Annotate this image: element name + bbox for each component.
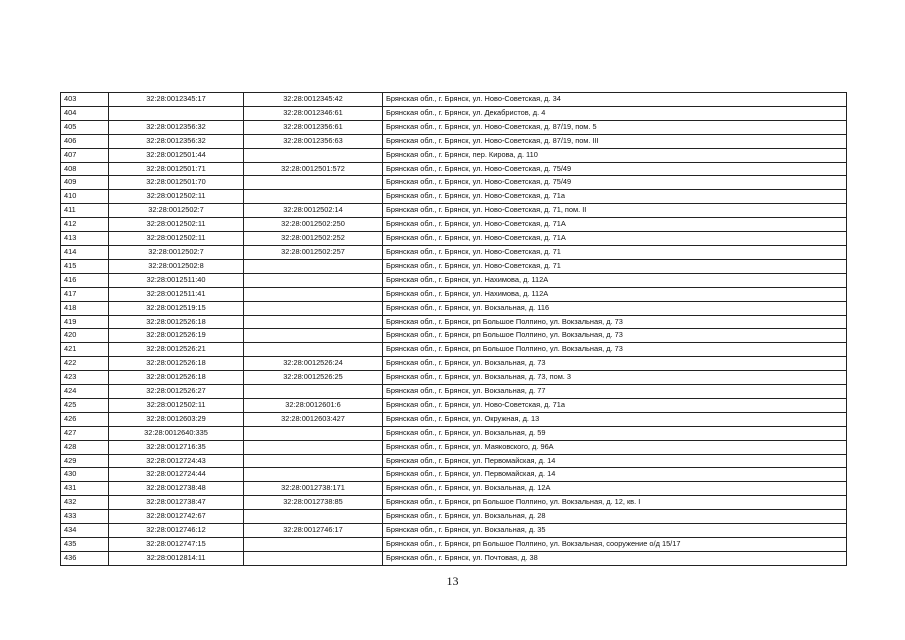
cadastral-number-cell: 32:28:0012502:7 <box>109 245 244 259</box>
table-row <box>61 426 847 440</box>
address-cell: Брянская обл., г. Брянск, ул. Вокзальная, д. 12А <box>383 482 847 496</box>
address-cell: Брянская обл., г. Брянск, ул. Первомайская, д. 14 <box>383 468 847 482</box>
table-row <box>61 162 847 176</box>
row-number-cell: 408 <box>61 162 109 176</box>
cadastral-number-cell: 32:28:0012502:7 <box>109 204 244 218</box>
table-row <box>61 134 847 148</box>
row-number-cell: 425 <box>61 398 109 412</box>
address-cell: Брянская обл., г. Брянск, ул. Вокзальная, д. 35 <box>383 524 847 538</box>
row-number-cell: 432 <box>61 496 109 510</box>
address-cell: Брянская обл., г. Брянск, ул. Ново-Советская, д. 71А <box>383 232 847 246</box>
cadastral-number-cell: 32:28:0012603:29 <box>109 412 244 426</box>
object-cadastral-number-cell <box>244 301 383 315</box>
table-row <box>61 148 847 162</box>
address-cell: Брянская обл., г. Брянск, рп Большое Полпино, ул. Вокзальная, д. 73 <box>383 343 847 357</box>
table-row <box>61 259 847 273</box>
object-cadastral-number-cell: 32:28:0012603:427 <box>244 412 383 426</box>
property-register-table <box>60 92 847 566</box>
table-row <box>61 232 847 246</box>
row-number-cell: 407 <box>61 148 109 162</box>
cadastral-number-cell: 32:28:0012519:15 <box>109 301 244 315</box>
row-number-cell: 430 <box>61 468 109 482</box>
cadastral-number-cell <box>109 106 244 120</box>
table-row <box>61 301 847 315</box>
cadastral-number-cell: 32:28:0012502:11 <box>109 218 244 232</box>
address-cell: Брянская обл., г. Брянск, ул. Ново-Советская, д. 75/49 <box>383 162 847 176</box>
row-number-cell: 435 <box>61 538 109 552</box>
table-row <box>61 245 847 259</box>
table-row <box>61 412 847 426</box>
cadastral-number-cell: 32:28:0012526:18 <box>109 371 244 385</box>
cadastral-number-cell: 32:28:0012640:335 <box>109 426 244 440</box>
cadastral-number-cell: 32:28:0012356:32 <box>109 134 244 148</box>
object-cadastral-number-cell: 32:28:0012502:252 <box>244 232 383 246</box>
cadastral-number-cell: 32:28:0012356:32 <box>109 120 244 134</box>
address-cell: Брянская обл., г. Брянск, пер. Кирова, д. 110 <box>383 148 847 162</box>
cadastral-number-cell: 32:28:0012526:19 <box>109 329 244 343</box>
table-row <box>61 468 847 482</box>
row-number-cell: 427 <box>61 426 109 440</box>
row-number-cell: 410 <box>61 190 109 204</box>
address-cell: Брянская обл., г. Брянск, ул. Вокзальная, д. 28 <box>383 510 847 524</box>
address-cell: Брянская обл., г. Брянск, рп Большое Полпино, ул. Вокзальная, сооружение о/д 15/17 <box>383 538 847 552</box>
address-cell: Брянская обл., г. Брянск, ул. Ново-Советская, д. 71 <box>383 245 847 259</box>
object-cadastral-number-cell: 32:28:0012502:250 <box>244 218 383 232</box>
cadastral-number-cell: 32:28:0012502:11 <box>109 398 244 412</box>
row-number-cell: 428 <box>61 440 109 454</box>
row-number-cell: 420 <box>61 329 109 343</box>
cadastral-number-cell: 32:28:0012526:27 <box>109 385 244 399</box>
cadastral-number-cell: 32:28:0012501:71 <box>109 162 244 176</box>
cadastral-number-cell: 32:28:0012502:11 <box>109 190 244 204</box>
object-cadastral-number-cell: 32:28:0012346:61 <box>244 106 383 120</box>
row-number-cell: 426 <box>61 412 109 426</box>
object-cadastral-number-cell: 32:28:0012526:24 <box>244 357 383 371</box>
table-row <box>61 190 847 204</box>
row-number-cell: 409 <box>61 176 109 190</box>
table-row <box>61 357 847 371</box>
address-cell: Брянская обл., г. Брянск, ул. Вокзальная, д. 77 <box>383 385 847 399</box>
address-cell: Брянская обл., г. Брянск, рп Большое Полпино, ул. Вокзальная, д. 73 <box>383 315 847 329</box>
row-number-cell: 403 <box>61 93 109 107</box>
object-cadastral-number-cell: 32:28:0012356:61 <box>244 120 383 134</box>
cadastral-number-cell: 32:28:0012502:11 <box>109 232 244 246</box>
address-cell: Брянская обл., г. Брянск, ул. Окружная, д. 13 <box>383 412 847 426</box>
row-number-cell: 411 <box>61 204 109 218</box>
object-cadastral-number-cell <box>244 510 383 524</box>
cadastral-number-cell: 32:28:0012345:17 <box>109 93 244 107</box>
object-cadastral-number-cell <box>244 343 383 357</box>
cadastral-number-cell: 32:28:0012501:44 <box>109 148 244 162</box>
address-cell: Брянская обл., г. Брянск, ул. Ново-Советская, д. 71а <box>383 190 847 204</box>
address-cell: Брянская обл., г. Брянск, ул. Вокзальная, д. 116 <box>383 301 847 315</box>
object-cadastral-number-cell: 32:28:0012345:42 <box>244 93 383 107</box>
row-number-cell: 417 <box>61 287 109 301</box>
table-row <box>61 204 847 218</box>
cadastral-number-cell: 32:28:0012746:12 <box>109 524 244 538</box>
row-number-cell: 416 <box>61 273 109 287</box>
address-cell: Брянская обл., г. Брянск, рп Большое Полпино, ул. Вокзальная, д. 12, кв. I <box>383 496 847 510</box>
table-row <box>61 329 847 343</box>
object-cadastral-number-cell <box>244 468 383 482</box>
object-cadastral-number-cell: 32:28:0012738:85 <box>244 496 383 510</box>
cadastral-number-cell: 32:28:0012724:44 <box>109 468 244 482</box>
address-cell: Брянская обл., г. Брянск, ул. Вокзальная, д. 73 <box>383 357 847 371</box>
object-cadastral-number-cell <box>244 315 383 329</box>
row-number-cell: 404 <box>61 106 109 120</box>
address-cell: Брянская обл., г. Брянск, ул. Ново-Советская, д. 87/19, пом. III <box>383 134 847 148</box>
table-row <box>61 482 847 496</box>
row-number-cell: 421 <box>61 343 109 357</box>
table-row <box>61 93 847 107</box>
table-row <box>61 454 847 468</box>
cadastral-number-cell: 32:28:0012724:43 <box>109 454 244 468</box>
object-cadastral-number-cell <box>244 329 383 343</box>
object-cadastral-number-cell <box>244 287 383 301</box>
address-cell: Брянская обл., г. Брянск, рп Большое Полпино, ул. Вокзальная, д. 73 <box>383 329 847 343</box>
table-row <box>61 385 847 399</box>
object-cadastral-number-cell: 32:28:0012356:63 <box>244 134 383 148</box>
object-cadastral-number-cell <box>244 190 383 204</box>
address-cell: Брянская обл., г. Брянск, ул. Почтовая, д. 38 <box>383 551 847 565</box>
page-number: 13 <box>446 574 459 588</box>
cadastral-number-cell: 32:28:0012716:35 <box>109 440 244 454</box>
table-row <box>61 315 847 329</box>
address-cell: Брянская обл., г. Брянск, ул. Ново-Советская, д. 75/49 <box>383 176 847 190</box>
object-cadastral-number-cell <box>244 273 383 287</box>
table-row <box>61 176 847 190</box>
object-cadastral-number-cell <box>244 538 383 552</box>
row-number-cell: 424 <box>61 385 109 399</box>
row-number-cell: 429 <box>61 454 109 468</box>
cadastral-number-cell: 32:28:0012502:8 <box>109 259 244 273</box>
address-cell: Брянская обл., г. Брянск, ул. Ново-Советская, д. 34 <box>383 93 847 107</box>
row-number-cell: 415 <box>61 259 109 273</box>
table-row <box>61 218 847 232</box>
object-cadastral-number-cell <box>244 259 383 273</box>
object-cadastral-number-cell: 32:28:0012526:25 <box>244 371 383 385</box>
object-cadastral-number-cell: 32:28:0012501:572 <box>244 162 383 176</box>
row-number-cell: 436 <box>61 551 109 565</box>
address-cell: Брянская обл., г. Брянск, ул. Нахимова, д. 112А <box>383 273 847 287</box>
row-number-cell: 412 <box>61 218 109 232</box>
object-cadastral-number-cell <box>244 385 383 399</box>
table-row <box>61 120 847 134</box>
table-row <box>61 371 847 385</box>
object-cadastral-number-cell <box>244 551 383 565</box>
cadastral-number-cell: 32:28:0012738:48 <box>109 482 244 496</box>
object-cadastral-number-cell: 32:28:0012738:171 <box>244 482 383 496</box>
table-row <box>61 510 847 524</box>
object-cadastral-number-cell <box>244 454 383 468</box>
object-cadastral-number-cell <box>244 440 383 454</box>
address-cell: Брянская обл., г. Брянск, ул. Нахимова, д. 112А <box>383 287 847 301</box>
address-cell: Брянская обл., г. Брянск, ул. Вокзальная, д. 59 <box>383 426 847 440</box>
table-row <box>61 106 847 120</box>
row-number-cell: 419 <box>61 315 109 329</box>
object-cadastral-number-cell: 32:28:0012502:14 <box>244 204 383 218</box>
table-row <box>61 551 847 565</box>
property-register-body <box>61 93 847 566</box>
object-cadastral-number-cell: 32:28:0012601:6 <box>244 398 383 412</box>
table-row <box>61 538 847 552</box>
cadastral-number-cell: 32:28:0012747:15 <box>109 538 244 552</box>
table-row <box>61 440 847 454</box>
address-cell: Брянская обл., г. Брянск, ул. Вокзальная, д. 73, пом. 3 <box>383 371 847 385</box>
table-row <box>61 273 847 287</box>
row-number-cell: 418 <box>61 301 109 315</box>
row-number-cell: 414 <box>61 245 109 259</box>
row-number-cell: 413 <box>61 232 109 246</box>
address-cell: Брянская обл., г. Брянск, ул. Первомайская, д. 14 <box>383 454 847 468</box>
object-cadastral-number-cell <box>244 148 383 162</box>
address-cell: Брянская обл., г. Брянск, ул. Ново-Советская, д. 87/19, пом. 5 <box>383 120 847 134</box>
address-cell: Брянская обл., г. Брянск, ул. Ново-Советская, д. 71 <box>383 259 847 273</box>
cadastral-number-cell: 32:28:0012738:47 <box>109 496 244 510</box>
object-cadastral-number-cell <box>244 426 383 440</box>
cadastral-number-cell: 32:28:0012511:41 <box>109 287 244 301</box>
row-number-cell: 431 <box>61 482 109 496</box>
cadastral-number-cell: 32:28:0012501:70 <box>109 176 244 190</box>
row-number-cell: 433 <box>61 510 109 524</box>
cadastral-number-cell: 32:28:0012526:18 <box>109 315 244 329</box>
table-row <box>61 343 847 357</box>
table-row <box>61 524 847 538</box>
address-cell: Брянская обл., г. Брянск, ул. Маяковского, д. 96А <box>383 440 847 454</box>
cadastral-number-cell: 32:28:0012814:11 <box>109 551 244 565</box>
cadastral-number-cell: 32:28:0012526:21 <box>109 343 244 357</box>
row-number-cell: 406 <box>61 134 109 148</box>
row-number-cell: 405 <box>61 120 109 134</box>
cadastral-number-cell: 32:28:0012511:40 <box>109 273 244 287</box>
object-cadastral-number-cell <box>244 176 383 190</box>
table-row <box>61 496 847 510</box>
cadastral-number-cell: 32:28:0012742:67 <box>109 510 244 524</box>
address-cell: Брянская обл., г. Брянск, ул. Ново-Советская, д. 71А <box>383 218 847 232</box>
table-row <box>61 287 847 301</box>
row-number-cell: 422 <box>61 357 109 371</box>
address-cell: Брянская обл., г. Брянск, ул. Ново-Советская, д. 71а <box>383 398 847 412</box>
object-cadastral-number-cell: 32:28:0012502:257 <box>244 245 383 259</box>
table-row <box>61 398 847 412</box>
cadastral-number-cell: 32:28:0012526:18 <box>109 357 244 371</box>
address-cell: Брянская обл., г. Брянск, ул. Ново-Советская, д. 71, пом. II <box>383 204 847 218</box>
row-number-cell: 423 <box>61 371 109 385</box>
address-cell: Брянская обл., г. Брянск, ул. Декабристов, д. 4 <box>383 106 847 120</box>
object-cadastral-number-cell: 32:28:0012746:17 <box>244 524 383 538</box>
row-number-cell: 434 <box>61 524 109 538</box>
